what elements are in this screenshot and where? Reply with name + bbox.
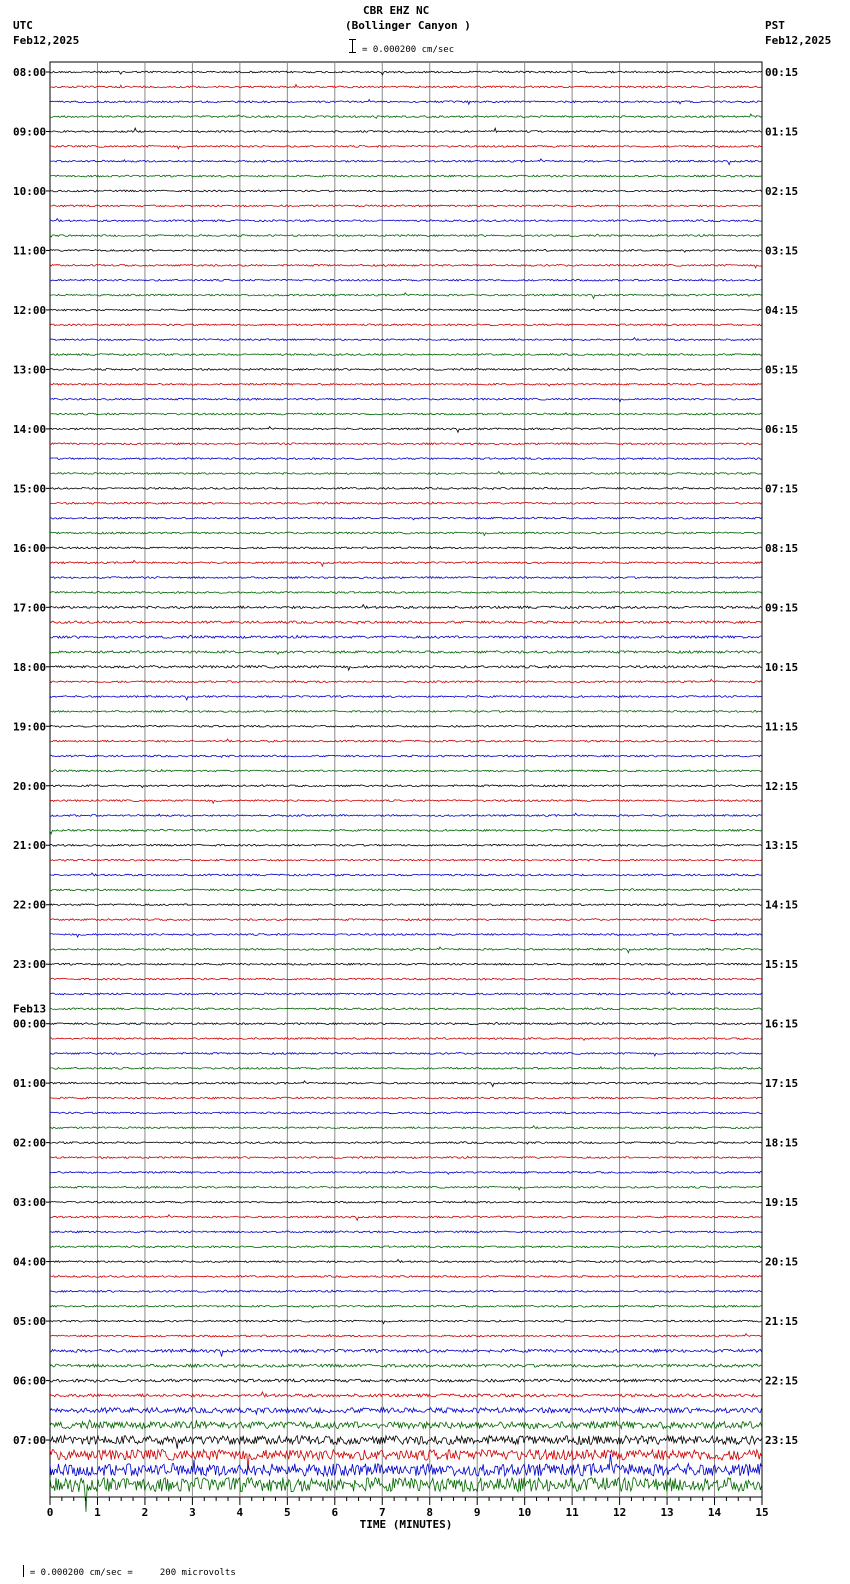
seismic-trace [50,1067,762,1069]
site-name: (Bollinger Canyon ) [345,19,471,32]
right-time-label: 21:15 [765,1315,799,1329]
x-tick-label: 14 [707,1506,722,1519]
seismic-trace [50,992,762,995]
right-time-label: 06:15 [765,422,799,436]
x-tick-label: 13 [660,1506,674,1519]
seismic-trace [50,605,762,609]
seismic-trace [50,873,762,876]
seismic-trace [50,1142,762,1144]
seismic-trace [50,1305,762,1308]
seismic-trace [50,755,762,757]
seismic-trace [50,844,762,846]
x-tick-label: 3 [189,1506,196,1519]
x-tick-label: 11 [565,1506,579,1519]
seismic-trace [50,128,762,132]
seismic-trace [50,1334,762,1337]
x-tick-label: 1 [94,1506,101,1519]
seismic-trace [50,443,762,445]
seismic-trace [50,159,762,165]
seismic-trace [50,651,762,655]
seismic-trace [50,1171,762,1174]
seismic-trace [50,114,762,118]
left-time-label: 17:00 [13,601,47,615]
left-time-label: 16:00 [13,541,47,555]
seismic-trace [50,383,762,386]
right-time-label: 16:15 [765,1017,799,1031]
right-time-label: 15:15 [765,958,799,972]
seismic-trace [50,978,762,980]
right-date: Feb12,2025 [765,34,832,47]
seismic-trace [50,889,762,892]
seismic-trace [50,1231,762,1233]
seismic-trace [50,696,762,700]
left-time-label: 14:00 [13,422,47,436]
grid-lines [50,62,762,1497]
seismic-trace [50,1081,762,1087]
seismic-trace [50,666,762,671]
seismic-trace [50,1097,762,1099]
right-time-label: 22:15 [765,1374,799,1388]
seismic-trace [50,293,762,299]
x-tick-label: 5 [284,1506,291,1519]
seismic-trace [50,1436,762,1449]
left-time-label: 04:00 [13,1255,47,1269]
seismic-trace [50,1246,762,1248]
seismic-trace [50,1420,762,1429]
seismic-trace [50,71,762,75]
seismic-trace [50,904,762,907]
seismic-trace [50,1022,762,1024]
right-time-label: 05:15 [765,363,799,377]
seismic-trace [50,1186,762,1189]
left-timezone: UTC [13,19,33,32]
seismic-trace [50,829,762,833]
left-time-label: 13:00 [13,363,47,377]
right-time-label: 12:15 [765,779,799,793]
left-time-label: 12:00 [13,303,47,317]
left-time-label: 06:00 [13,1374,47,1388]
left-date: Feb12,2025 [13,34,80,47]
seismic-trace [50,1408,762,1414]
seismic-trace [50,205,762,207]
seismic-trace [50,963,762,965]
seismic-trace [50,933,762,937]
seismic-trace [50,234,762,237]
seismic-trace [50,1008,762,1010]
left-time-label: 11:00 [13,244,47,258]
seismic-trace [50,532,762,535]
right-time-label: 02:15 [765,184,799,198]
x-tick-label: 12 [612,1506,627,1519]
seismic-trace [50,947,762,953]
seismic-trace [50,1379,762,1382]
x-tick-label: 10 [518,1506,532,1519]
seismic-trace [50,621,762,624]
seismic-trace [50,739,762,742]
right-time-label: 03:15 [765,244,799,258]
right-time-label: 07:15 [765,482,799,496]
left-time-label: 03:00 [13,1196,47,1210]
x-tick-label: 4 [236,1506,244,1519]
seismic-trace [50,679,762,682]
right-time-label: 01:15 [765,125,799,139]
seismic-trace [50,919,762,921]
plot-frame [50,62,762,1497]
left-time-label: 18:00 [13,660,47,674]
right-time-label: 10:15 [765,660,799,674]
seismic-trace [50,309,762,311]
seismic-trace [50,813,762,816]
left-time-label: 19:00 [13,720,47,734]
seismic-trace [50,1215,762,1221]
left-time-label: 23:00 [13,958,47,972]
right-time-label: 19:15 [765,1196,799,1210]
right-time-label: 18:15 [765,1136,799,1150]
seismic-trace [50,859,762,861]
seismic-trace [50,84,762,88]
right-time-label: 04:15 [765,303,799,317]
x-axis-ticks [47,1497,769,1531]
seismic-trace [50,1053,762,1056]
seismic-trace [50,99,762,104]
seismic-trace [50,1276,762,1278]
right-time-label: 08:15 [765,541,799,555]
x-tick-label: 6 [331,1506,339,1519]
seismic-trace [50,354,762,356]
footer-scale-note [4,1555,236,1578]
x-tick-label: 15 [755,1506,769,1519]
seismic-trace [50,560,762,566]
seismic-trace [50,324,762,326]
left-time-label: 10:00 [13,184,47,198]
seismic-trace [50,1392,762,1397]
seismic-trace [50,249,762,252]
seismic-trace [50,145,762,148]
seismic-trace [50,592,762,594]
right-time-label: 00:15 [765,66,799,79]
seismic-trace [50,1349,762,1356]
right-time-label: 23:15 [765,1434,799,1448]
left-time-label: 00:00 [13,1017,47,1031]
seismic-trace [50,711,762,713]
seismic-trace [50,487,762,489]
seismic-trace [50,725,762,727]
seismic-trace [50,577,762,579]
left-time-label: 20:00 [13,779,47,793]
seismic-trace [50,175,762,177]
seismic-trace [50,219,762,222]
seismic-trace [50,1478,762,1512]
footer-scale-text: = 0.000200 cm/sec = 200 microvolts [29,1568,236,1578]
date-change-label: Feb13 [13,1002,47,1016]
scale-note: = 0.000200 cm/sec [362,45,455,55]
seismic-trace [50,264,762,267]
left-time-label: 22:00 [13,898,47,912]
right-time-label: 09:15 [765,601,799,615]
seismic-trace [50,1320,762,1323]
seismic-trace [50,413,762,415]
seismic-trace [50,1201,762,1203]
seismic-trace [50,471,762,474]
right-time-label: 13:15 [765,839,799,853]
seismic-trace [50,785,762,788]
seismic-trace [50,338,762,341]
right-time-label: 20:15 [765,1255,799,1269]
x-tick-label: 0 [46,1506,54,1519]
left-time-label: 02:00 [13,1136,47,1150]
seismic-trace [50,458,762,460]
seismic-trace [50,1290,762,1292]
seismic-trace [50,770,762,772]
seismic-trace [50,502,762,504]
seismic-trace [50,635,762,638]
seismic-trace [50,190,762,192]
seismic-trace [50,1038,762,1041]
right-time-label: 11:15 [765,720,799,734]
left-time-label: 01:00 [13,1077,47,1091]
seismic-trace [50,800,762,803]
left-time-label: 15:00 [13,482,47,496]
left-time-label: 07:00 [13,1434,47,1448]
seismic-trace [50,398,762,401]
x-axis-title: TIME (MINUTES) [359,1518,453,1531]
seismic-trace [50,1260,762,1263]
trace-group [50,71,762,1512]
seismic-trace [50,1126,762,1129]
seismic-trace [50,1112,762,1114]
footer-scale-icon [23,1565,24,1577]
seismic-trace [50,1156,762,1158]
right-time-label: 14:15 [765,898,799,912]
station-title: CBR EHZ NC [363,4,430,17]
left-time-label: 08:00 [13,66,47,79]
x-tick-label: 7 [378,1506,386,1519]
x-tick-label: 8 [426,1506,434,1519]
x-tick-label: 9 [473,1506,481,1519]
seismic-trace [50,1364,762,1367]
seismic-trace [50,427,762,433]
right-time-label: 17:15 [765,1077,799,1091]
left-time-label: 09:00 [13,125,47,139]
seismic-trace [50,368,762,370]
x-tick-label: 2 [141,1506,149,1519]
seismic-trace [50,517,762,520]
right-timezone: PST [765,19,785,32]
left-time-label: 21:00 [13,839,47,853]
left-time-label: 05:00 [13,1315,47,1329]
seismic-trace [50,546,762,548]
seismic-trace [50,279,762,281]
